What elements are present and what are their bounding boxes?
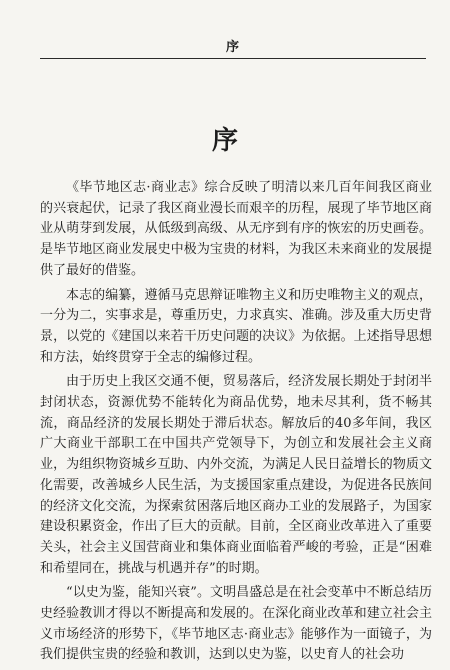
running-header (40, 20, 426, 59)
chapter-title: 序 (211, 126, 238, 156)
running-header-title: 序 (225, 40, 240, 55)
paragraph-1: 《毕节地区志·商业志》综合反映了明清以来几百年间我区商业的兴衰起伏，记录了我区商业漫长而艰辛的历程，展现了毕节地区商业从萌芽到发展，从低级到高级、从无序到有序的恢宏的历史画卷。是毕节地区商业发展史中极为宝贵的材料，为我区未来商业的发展提供了最好的借鉴。 (40, 180, 432, 278)
paragraph-3: 由于历史上我区交通不便，贸易落后，经济发展长期处于封闭半封闭状态，资源优势不能转化为商品优势，地未尽其利，货不畅其流，商品经济的发展长期处于滞后状态。解放后的40多年间，我区广大商业干部职工在中国共产党领导下，为创立和发展社会主义商业，为组织物资城乡互助、内外交流，为满足人民日益增长的物质文化需要，改善城乡人民生活，为支援国家重点建设，为促进各民族间的经济文化交流，为探索贫困落后地区商办工业的发展路子，为国家建设积累资金，作出了巨大的贡献。目前，全区商业改革进入了重要关头，社会主义国营商业和集体商业面临着严峻的考验，正是“困难和希望同在，挑战与机遇并存”的时期。 (40, 374, 432, 576)
paragraph-2: 本志的编纂，遵循马克思辩证唯物主义和历史唯物主义的观点，一分为二，实事求是，尊重历史，力求真实、准确。涉及重大历史背景，以党的《建国以来若干历史问题的决议》为依据。上述指导思想和方法，始终贯穿于全志的编修过程。 (40, 287, 432, 365)
paragraph-4: “以史为鉴，能知兴衰”。文明昌盛总是在社会变革中不断总结历史经验教训才得以不断提高和发展的。在深化商业改革和建立社会主义市场经济的形势下，《毕节地区志·商业志》能够作为一面镜子，为我们提供宝贵的经验和教训，达到以史为鉴，以史育人的社会功 (40, 585, 432, 663)
body-text (40, 178, 432, 670)
